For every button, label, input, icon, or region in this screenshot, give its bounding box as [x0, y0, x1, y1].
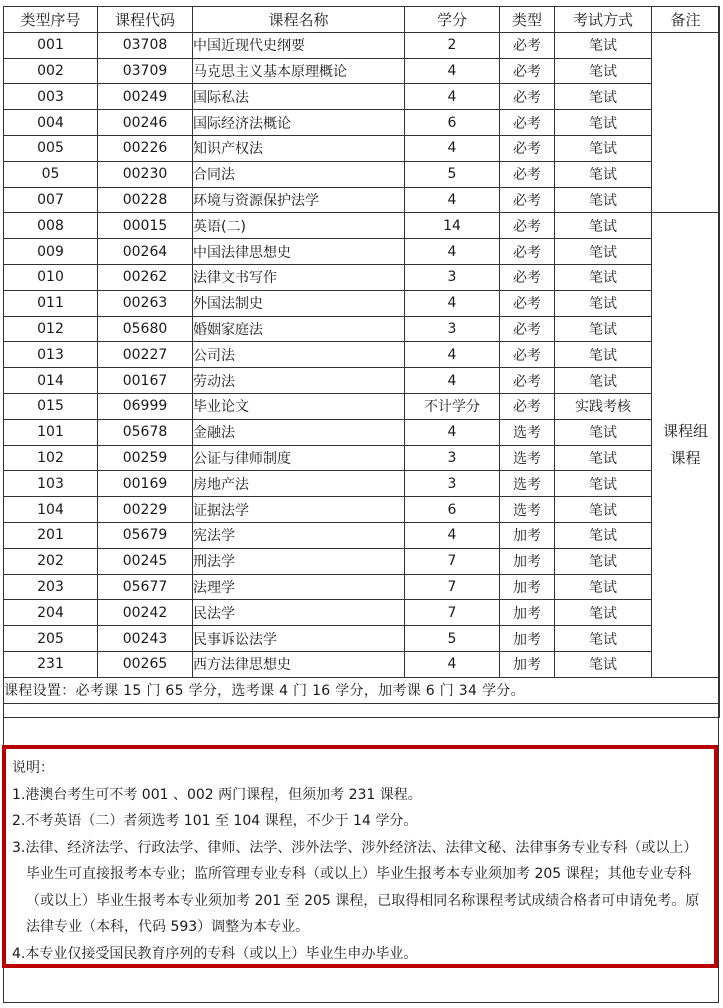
cell-type: 必考 — [500, 368, 555, 394]
cell-seq: 203 — [4, 574, 98, 600]
cell-name: 房地产法 — [193, 471, 405, 497]
table-row — [4, 471, 720, 497]
cell-code: 00015 — [98, 213, 193, 239]
cell-exam: 笔试 — [555, 626, 652, 652]
cell-type: 选考 — [500, 419, 555, 445]
cell-seq: 201 — [4, 522, 98, 548]
cell-seq: 007 — [4, 187, 98, 213]
table-row — [4, 316, 720, 342]
remark-cell-group-2 — [652, 213, 720, 677]
table-row — [4, 135, 720, 161]
table-row — [4, 84, 720, 110]
empty-cell — [4, 703, 720, 717]
cell-name: 法理学 — [193, 574, 405, 600]
cell-type: 必考 — [500, 161, 555, 187]
cell-type: 必考 — [500, 58, 555, 84]
cell-code: 00259 — [98, 445, 193, 471]
cell-exam: 笔试 — [555, 548, 652, 574]
cell-type: 加考 — [500, 522, 555, 548]
summary-row — [4, 677, 720, 703]
table-row — [4, 522, 720, 548]
cell-code: 00245 — [98, 548, 193, 574]
cell-exam: 笔试 — [555, 419, 652, 445]
cell-credit: 3 — [405, 471, 500, 497]
cell-type: 选考 — [500, 497, 555, 523]
cell-credit: 4 — [405, 651, 500, 677]
remark-cell-group-1 — [652, 32, 720, 213]
cell-exam: 笔试 — [555, 471, 652, 497]
cell-name: 合同法 — [193, 161, 405, 187]
cell-credit: 4 — [405, 135, 500, 161]
cell-type: 加考 — [500, 548, 555, 574]
cell-code: 00227 — [98, 342, 193, 368]
cell-name: 刑法学 — [193, 548, 405, 574]
note-item-4: 4.本专业仅接受国民教育序列的专科（或以上）毕业生申办毕业。 — [12, 945, 418, 962]
cell-name: 民法学 — [193, 600, 405, 626]
table-row — [4, 574, 720, 600]
cell-name: 中国法律思想史 — [193, 239, 405, 265]
cell-code: 00230 — [98, 161, 193, 187]
cell-exam: 笔试 — [555, 342, 652, 368]
cell-credit: 2 — [405, 32, 500, 58]
cell-code: 00228 — [98, 187, 193, 213]
cell-credit: 不计学分 — [405, 393, 500, 419]
cell-code: 00249 — [98, 84, 193, 110]
cell-seq: 005 — [4, 135, 98, 161]
course-settings-summary: 课程设置：必考课 15 门 65 学分，选考课 4 门 16 学分，加考课 6 门 34 学分。 — [4, 677, 720, 703]
cell-type: 必考 — [500, 32, 555, 58]
cell-type: 必考 — [500, 213, 555, 239]
cell-code: 05677 — [98, 574, 193, 600]
header-remark: 备注 — [652, 7, 720, 33]
cell-code: 05678 — [98, 419, 193, 445]
cell-code: 00246 — [98, 110, 193, 136]
cell-type: 加考 — [500, 574, 555, 600]
cell-exam: 笔试 — [555, 290, 652, 316]
table-row — [4, 419, 720, 445]
header-name: 课程名称 — [193, 7, 405, 33]
table-row — [4, 497, 720, 523]
notes-box — [2, 745, 718, 968]
remark-text-line-2: 课程 — [670, 449, 701, 468]
cell-name: 劳动法 — [193, 368, 405, 394]
cell-type: 必考 — [500, 290, 555, 316]
table-row — [4, 600, 720, 626]
cell-code: 03708 — [98, 32, 193, 58]
cell-type: 选考 — [500, 445, 555, 471]
cell-code: 00265 — [98, 651, 193, 677]
cell-exam: 笔试 — [555, 600, 652, 626]
cell-credit: 4 — [405, 187, 500, 213]
cell-name: 中国近现代史纲要 — [193, 32, 405, 58]
cell-name: 民事诉讼法学 — [193, 626, 405, 652]
header-credit: 学分 — [405, 7, 500, 33]
cell-seq: 101 — [4, 419, 98, 445]
cell-seq: 011 — [4, 290, 98, 316]
cell-name: 金融法 — [193, 419, 405, 445]
cell-name: 英语(二) — [193, 213, 405, 239]
cell-name: 外国法制史 — [193, 290, 405, 316]
cell-seq: 009 — [4, 239, 98, 265]
table-row — [4, 187, 720, 213]
cell-credit: 3 — [405, 264, 500, 290]
cell-code: 00226 — [98, 135, 193, 161]
cell-type: 加考 — [500, 626, 555, 652]
table-row — [4, 445, 720, 471]
header-code: 课程代码 — [98, 7, 193, 33]
cell-exam: 笔试 — [555, 445, 652, 471]
cell-seq: 001 — [4, 32, 98, 58]
cell-code: 00243 — [98, 626, 193, 652]
cell-seq: 013 — [4, 342, 98, 368]
table-row — [4, 626, 720, 652]
cell-credit: 6 — [405, 110, 500, 136]
empty-row — [4, 703, 720, 717]
table-row — [4, 290, 720, 316]
cell-credit: 6 — [405, 497, 500, 523]
cell-exam: 笔试 — [555, 264, 652, 290]
cell-type: 选考 — [500, 471, 555, 497]
cell-seq: 010 — [4, 264, 98, 290]
cell-code: 05679 — [98, 522, 193, 548]
note-item-3: 3.法律、经济法学、行政法学、律师、法学、涉外法学、涉外经济法、法律文秘、法律事务专业专科（或以上）毕业生可直接报考本专业；监所管理专业专科（或以上）毕业生报考本专业须加考 205 课程；其他专业专科（或以上）毕业生报考本专业须加考 201 至 205 课程，已取得相同名称课程考试成绩合格者可申请免考。原法律专业（本科，代码 593）调整为本专业。 — [12, 839, 700, 935]
cell-name: 公证与律师制度 — [193, 445, 405, 471]
cell-seq: 05 — [4, 161, 98, 187]
cell-type: 必考 — [500, 239, 555, 265]
cell-credit: 4 — [405, 84, 500, 110]
cell-name: 证据法学 — [193, 497, 405, 523]
cell-seq: 015 — [4, 393, 98, 419]
table-row — [4, 213, 720, 239]
cell-exam: 笔试 — [555, 368, 652, 394]
cell-credit: 3 — [405, 316, 500, 342]
cell-seq: 003 — [4, 84, 98, 110]
cell-credit: 7 — [405, 600, 500, 626]
cell-name: 马克思主义基本原理概论 — [193, 58, 405, 84]
cell-credit: 4 — [405, 239, 500, 265]
table-row — [4, 239, 720, 265]
cell-code: 00262 — [98, 264, 193, 290]
cell-exam: 笔试 — [555, 135, 652, 161]
cell-exam: 笔试 — [555, 187, 652, 213]
cell-credit: 14 — [405, 213, 500, 239]
cell-name: 毕业论文 — [193, 393, 405, 419]
notes-title: 说明： — [12, 760, 54, 776]
cell-name: 国际私法 — [193, 84, 405, 110]
cell-exam: 笔试 — [555, 84, 652, 110]
cell-name: 国际经济法概论 — [193, 110, 405, 136]
cell-name: 宪法学 — [193, 522, 405, 548]
cell-exam: 笔试 — [555, 32, 652, 58]
table-row — [4, 368, 720, 394]
table-row — [4, 264, 720, 290]
cell-seq: 204 — [4, 600, 98, 626]
cell-credit: 4 — [405, 419, 500, 445]
cell-seq: 008 — [4, 213, 98, 239]
header-type: 类型 — [500, 7, 555, 33]
cell-code: 06999 — [98, 393, 193, 419]
table-row — [4, 393, 720, 419]
cell-seq: 231 — [4, 651, 98, 677]
cell-exam: 笔试 — [555, 239, 652, 265]
cell-name: 法律文书写作 — [193, 264, 405, 290]
cell-credit: 5 — [405, 626, 500, 652]
cell-credit: 7 — [405, 574, 500, 600]
cell-name: 知识产权法 — [193, 135, 405, 161]
cell-type: 必考 — [500, 393, 555, 419]
course-table — [3, 6, 720, 718]
cell-seq: 103 — [4, 471, 98, 497]
cell-exam: 笔试 — [555, 497, 652, 523]
cell-code: 00263 — [98, 290, 193, 316]
cell-seq: 004 — [4, 110, 98, 136]
table-row — [4, 161, 720, 187]
cell-seq: 205 — [4, 626, 98, 652]
cell-exam: 笔试 — [555, 213, 652, 239]
cell-seq: 202 — [4, 548, 98, 574]
cell-type: 必考 — [500, 110, 555, 136]
cell-credit: 4 — [405, 342, 500, 368]
cell-code: 00167 — [98, 368, 193, 394]
cell-credit: 4 — [405, 522, 500, 548]
cell-name: 婚姻家庭法 — [193, 316, 405, 342]
cell-code: 00242 — [98, 600, 193, 626]
cell-seq: 104 — [4, 497, 98, 523]
cell-exam: 笔试 — [555, 574, 652, 600]
cell-code: 00264 — [98, 239, 193, 265]
cell-credit: 5 — [405, 161, 500, 187]
cell-code: 00169 — [98, 471, 193, 497]
header-exam: 考试方式 — [555, 7, 652, 33]
remark-text-line-1: 课程组 — [662, 422, 708, 441]
cell-credit: 3 — [405, 445, 500, 471]
cell-name: 公司法 — [193, 342, 405, 368]
cell-name: 环境与资源保护法学 — [193, 187, 405, 213]
cell-seq: 012 — [4, 316, 98, 342]
cell-code: 05680 — [98, 316, 193, 342]
cell-exam: 笔试 — [555, 161, 652, 187]
header-seq: 类型序号 — [4, 7, 98, 33]
cell-code: 00229 — [98, 497, 193, 523]
cell-exam: 笔试 — [555, 110, 652, 136]
cell-type: 必考 — [500, 316, 555, 342]
table-header-row — [4, 7, 720, 33]
cell-type: 必考 — [500, 342, 555, 368]
table-row — [4, 32, 720, 58]
cell-type: 加考 — [500, 651, 555, 677]
cell-credit: 4 — [405, 368, 500, 394]
cell-exam: 笔试 — [555, 651, 652, 677]
note-item-1: 1.港澳台考生可不考 001 、002 两门课程，但须加考 231 课程。 — [12, 786, 422, 803]
cell-type: 必考 — [500, 135, 555, 161]
cell-type: 加考 — [500, 600, 555, 626]
cell-exam: 笔试 — [555, 58, 652, 84]
cell-seq: 014 — [4, 368, 98, 394]
cell-seq: 002 — [4, 58, 98, 84]
cell-type: 必考 — [500, 264, 555, 290]
table-row — [4, 651, 720, 677]
table-row — [4, 342, 720, 368]
cell-type: 必考 — [500, 84, 555, 110]
cell-credit: 4 — [405, 290, 500, 316]
cell-credit: 7 — [405, 548, 500, 574]
cell-credit: 4 — [405, 58, 500, 84]
table-row — [4, 58, 720, 84]
cell-seq: 102 — [4, 445, 98, 471]
cell-name: 西方法律思想史 — [193, 651, 405, 677]
cell-type: 必考 — [500, 187, 555, 213]
cell-exam: 实践考核 — [555, 393, 652, 419]
table-row — [4, 110, 720, 136]
cell-code: 03709 — [98, 58, 193, 84]
cell-exam: 笔试 — [555, 522, 652, 548]
cell-exam: 笔试 — [555, 316, 652, 342]
note-item-2: 2.不考英语（二）者须选考 101 至 104 课程，不少于 14 学分。 — [12, 813, 418, 829]
table-row — [4, 548, 720, 574]
